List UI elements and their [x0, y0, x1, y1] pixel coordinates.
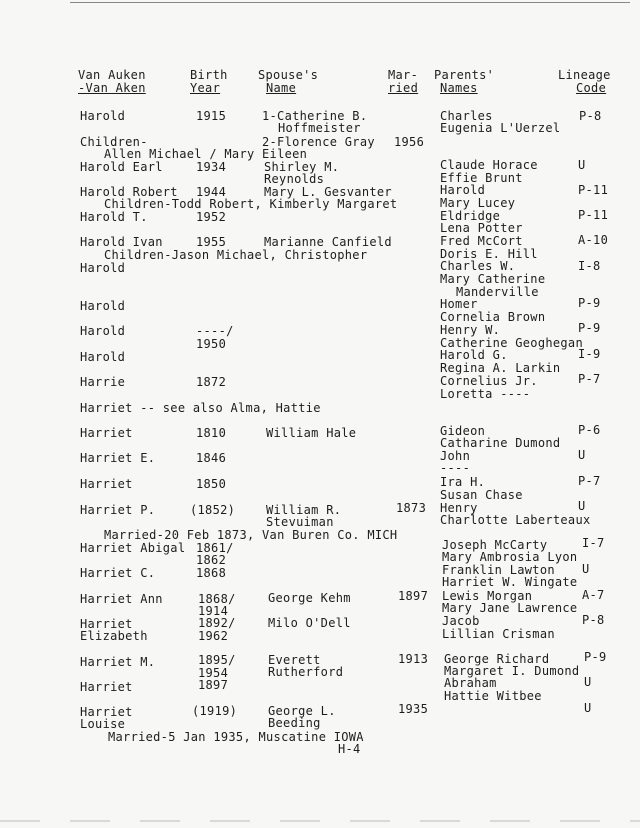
- entry-parent: Joseph McCarty: [442, 538, 548, 552]
- entry-parent: Hattie Witbee: [444, 689, 542, 703]
- entry-code: U: [578, 158, 586, 172]
- entry-code: A-7: [582, 588, 605, 602]
- entry-code: A-10: [578, 233, 609, 247]
- entry-code: P-11: [578, 208, 609, 222]
- entry-year: 1850: [196, 477, 227, 491]
- entry-code: U: [584, 675, 592, 689]
- entry-year: 1872: [196, 375, 227, 389]
- entry-year: 1892/: [198, 616, 236, 630]
- entry-parent: Gideon: [440, 424, 486, 438]
- entry-spouse: 2-Florence Gray: [262, 135, 375, 149]
- entry-code: I-7: [582, 536, 605, 550]
- entry-parent: Henry: [440, 501, 478, 515]
- entry-parent: Cornelius Jr.: [440, 374, 538, 388]
- header-surname: Van Auken: [78, 68, 146, 82]
- entry-name: Louise: [80, 717, 126, 731]
- entry-name: Harrie: [80, 375, 126, 389]
- entry-parent: Lewis Morgan: [442, 589, 533, 603]
- entry-name: Harriet M.: [80, 655, 156, 669]
- entry-spouse: Hoffmeister: [278, 121, 361, 135]
- entry-parent: Regina A. Larkin: [440, 361, 561, 375]
- entry-year: ----/: [196, 324, 234, 338]
- entry-parent: Catherine Geoghegan: [440, 336, 583, 350]
- entry-children: Allen Michael / Mary Eileen: [104, 147, 308, 161]
- entry-parent: Mary Lucey: [440, 196, 516, 210]
- entry-year: 1868/: [198, 592, 236, 606]
- entry-code: U: [584, 701, 592, 715]
- entry-name: Harriet: [80, 477, 133, 491]
- entry-married: 1935: [398, 702, 429, 716]
- entry-year: 1954: [198, 666, 229, 680]
- entry-name: Harold: [80, 324, 126, 338]
- entry-year: 1950: [196, 337, 227, 351]
- entry-parent: Doris E. Hill: [440, 247, 538, 261]
- scan-edge-noise: [0, 820, 640, 822]
- entry-name: Harriet: [80, 426, 133, 440]
- entry-parent: Claude Horace: [440, 158, 538, 172]
- top-rule: [70, 2, 630, 3]
- entry-parent: Charles: [440, 109, 493, 123]
- entry-parent: Ira H.: [440, 475, 486, 489]
- header-ried: ried: [388, 81, 419, 95]
- entry-parent: Charles W.: [440, 259, 516, 273]
- entry-code: I-8: [578, 259, 601, 273]
- entry-parent: Susan Chase: [440, 488, 523, 502]
- entry-parent: George Richard: [444, 652, 550, 666]
- entry-spouse: 1-Catherine B.: [262, 109, 368, 123]
- entry-name: Harriet P.: [80, 503, 156, 517]
- entry-spouse: Shirley M.: [264, 160, 340, 174]
- entry-spouse: Stevuiman: [266, 515, 334, 529]
- entry-name: Elizabeth: [80, 629, 148, 643]
- header-birth: Birth: [190, 68, 228, 82]
- entry-parent: John: [440, 449, 471, 463]
- entry-parent: Loretta ----: [440, 387, 531, 401]
- entry-code: U: [578, 499, 586, 513]
- header-parents-names: Names: [440, 81, 478, 95]
- entry-children-label: Children-: [80, 135, 148, 149]
- entry-year: 1897: [198, 678, 229, 692]
- entry-name: Harriet C.: [80, 566, 156, 580]
- entry-spouse: Everett: [268, 653, 321, 667]
- entry-code: P-8: [579, 109, 602, 123]
- entry-parent: Catharine Dumond: [440, 436, 561, 450]
- entry-spouse: William R.: [266, 503, 342, 517]
- entry-parent: Mary Jane Lawrence: [442, 601, 578, 615]
- entry-spouse: Marianne Canfield: [264, 235, 392, 249]
- entry-name: Harriet: [80, 705, 133, 719]
- entry-spouse: William Hale: [266, 426, 357, 440]
- entry-year: 1810: [196, 426, 227, 440]
- entry-parent: Eldridge: [440, 209, 501, 223]
- entry-spouse: Reynolds: [264, 172, 325, 186]
- entry-code: U: [578, 448, 586, 462]
- entry-year: 1934: [196, 160, 227, 174]
- entry-year: 1955: [196, 235, 227, 249]
- entry-spouse: Rutherford: [268, 665, 344, 679]
- entry-spouse: Milo O'Dell: [268, 616, 351, 630]
- entry-code: P-9: [584, 650, 607, 664]
- entry-spouse: George Kehm: [268, 591, 351, 605]
- entry-year: (1919): [192, 704, 238, 718]
- entry-children: Children-Jason Michael, Christopher: [104, 248, 368, 262]
- entry-name: Harold Earl: [80, 160, 163, 174]
- header-lineage: Lineage: [558, 68, 611, 82]
- entry-name: Harold T.: [80, 210, 148, 224]
- header-year: Year: [190, 81, 221, 95]
- entry-name: Harold: [80, 109, 126, 123]
- entry-parent: Effie Brunt: [440, 171, 523, 185]
- entry-name: Harriet: [80, 680, 133, 694]
- entry-parent: Mary Catherine: [440, 272, 546, 286]
- entry-year: (1852): [190, 503, 236, 517]
- entry-parent: Lena Potter: [440, 221, 523, 235]
- entry-year: 1868: [196, 566, 227, 580]
- entry-parent: Harold: [440, 183, 486, 197]
- header-parents: Parents': [434, 68, 495, 82]
- entry-year: 1952: [196, 210, 227, 224]
- entry-name: Harriet E.: [80, 451, 156, 465]
- entry-name: Harold: [80, 299, 126, 313]
- entry-year: 1944: [196, 185, 227, 199]
- entry-married: 1956: [394, 135, 425, 149]
- entry-parent: Eugenia L'Uerzel: [440, 121, 561, 135]
- entry-parent: Fred McCort: [440, 234, 523, 248]
- entry-parent: Charlotte Laberteaux: [440, 513, 591, 527]
- entry-parent: Harold G.: [440, 348, 508, 362]
- entry-parent: Cornelia Brown: [440, 310, 546, 324]
- entry-parent: Lillian Crisman: [442, 627, 555, 641]
- entry-parent: Manderville: [456, 285, 539, 299]
- entry-year: 1895/: [198, 653, 236, 667]
- entry-code: P-8: [582, 613, 605, 627]
- entry-year: 1962: [198, 629, 229, 643]
- entry-code: P-11: [578, 183, 609, 197]
- entry-code: P-7: [578, 372, 601, 386]
- entry-spouse: Beeding: [268, 716, 321, 730]
- entry-parent: ----: [440, 461, 471, 475]
- entry-name: Harriet Ann: [80, 592, 163, 606]
- entry-code: P-6: [578, 423, 601, 437]
- entry-year: 1861/: [196, 541, 234, 555]
- entry-year: 1862: [196, 553, 227, 567]
- entry-name: Harold Robert: [80, 185, 178, 199]
- entry-name: Harold: [80, 261, 126, 275]
- entry-code: I-9: [578, 347, 601, 361]
- entry-code: P-9: [578, 296, 601, 310]
- entry-marriage-note: Married-20 Feb 1873, Van Buren Co. MICH: [104, 528, 398, 542]
- entry-parent: Abraham: [444, 676, 497, 690]
- entry-spouse: Mary L. Gesvanter: [264, 185, 392, 199]
- page-number: H-4: [338, 742, 361, 756]
- entry-code: U: [582, 562, 590, 576]
- header-spouses: Spouse's: [258, 68, 319, 82]
- entry-parent: Harriet W. Wingate: [442, 575, 578, 589]
- entry-parent: Margaret I. Dumond: [444, 664, 580, 678]
- entry-parent: Henry W.: [440, 323, 501, 337]
- header-code: Code: [576, 81, 607, 95]
- entry-spouse: George L.: [268, 704, 336, 718]
- entry-parent: Mary Ambrosia Lyon: [442, 550, 578, 564]
- entry-parent: Homer: [440, 297, 478, 311]
- entry-married: 1897: [398, 589, 429, 603]
- entry-name: Harold: [80, 350, 126, 364]
- see-also-note: Harriet -- see also Alma, Hattie: [80, 401, 321, 415]
- entry-name: Harold Ivan: [80, 235, 163, 249]
- entry-children: Children-Todd Robert, Kimberly Margaret: [104, 197, 398, 211]
- entry-parent: Jacob: [442, 614, 480, 628]
- entry-year: 1915: [196, 109, 227, 123]
- entry-name: Harriet Abigal: [80, 541, 186, 555]
- entry-code: P-7: [578, 474, 601, 488]
- header-mar: Mar-: [388, 68, 419, 82]
- entry-marriage-note: Married-5 Jan 1935, Muscatine IOWA: [108, 730, 364, 744]
- entry-code: P-9: [578, 321, 601, 335]
- entry-parent: Franklin Lawton: [442, 563, 555, 577]
- entry-year: 1914: [198, 604, 229, 618]
- entry-name: Harriet: [80, 617, 133, 631]
- entry-year: 1846: [196, 451, 227, 465]
- header-spouse-name: Name: [266, 81, 297, 95]
- entry-married: 1873: [396, 501, 427, 515]
- entry-married: 1913: [398, 652, 429, 666]
- header-surname-alt: -Van Aken: [78, 81, 146, 95]
